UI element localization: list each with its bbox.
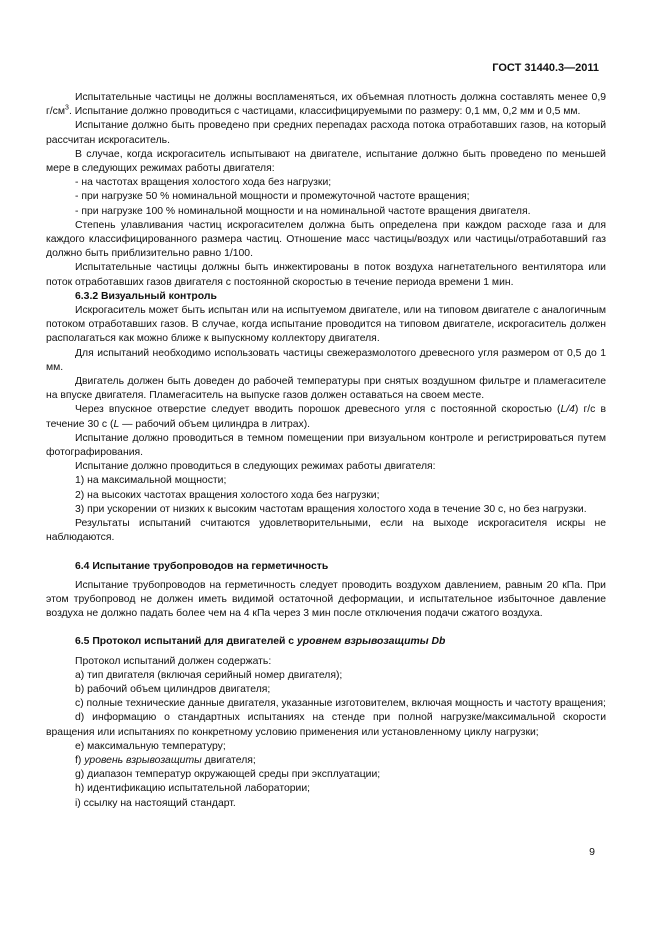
paragraph: Искрогаситель может быть испытан или на испытуемом двигателе, или на типовом двигателе с аналогичным потоком отработавших газов. В случае, когда испытание проводится на типовом двигателе, искрогаситель должен располагаться как можно ближе к выпускному коллектору двигателя. bbox=[46, 305, 606, 345]
paragraph: В случае, когда искрогаситель испытывают на двигателе, испытание должно быть проведено по меньшей мере в следующих режимах работы двигателя: bbox=[46, 148, 606, 175]
list-item: a) тип двигателя (включая серийный номер двигателя); bbox=[75, 669, 343, 681]
list-item: 2) на высоких частотах вращения холостого хода без нагрузки; bbox=[75, 489, 380, 501]
list-item: c) полные технические данные двигателя, указанные изготовителем, включая мощность и частоту вращения; bbox=[75, 698, 606, 710]
list-item: e) максимальную температуру; bbox=[75, 740, 226, 752]
paragraph: Испытательные частицы должны быть инжектированы в поток воздуха нагнетательного вентилятора или поток отработавших газов двигателя с постоянной скоростью в течение периода времени 1 мин. bbox=[46, 262, 606, 288]
list-item: - при нагрузке 100 % номинальной мощности и на номинальной частоте вращения двигателя. bbox=[75, 205, 531, 217]
list-item: 1) на максимальной мощности; bbox=[75, 475, 227, 487]
section-heading-6-4: 6.4 Испытание трубопроводов на герметичность bbox=[75, 560, 329, 572]
list-item: f) уровень взрывозащиты двигателя; bbox=[75, 754, 256, 766]
document-code: ГОСТ 31440.3—2011 bbox=[492, 62, 599, 74]
paragraph: Протокол испытаний должен содержать: bbox=[75, 655, 272, 667]
list-item: i) ссылку на настоящий стандарт. bbox=[75, 797, 236, 809]
paragraph: Для испытаний необходимо использовать частицы свежеразмолотого древесного угля размером от 0,5 до 1 мм. bbox=[46, 347, 606, 373]
list-item: b) рабочий объем цилиндров двигателя; bbox=[75, 683, 271, 695]
list-item: 3) при ускорении от низких к высоким частотам вращения холостого хода в течение 30 с, но без нагрузки. bbox=[75, 503, 587, 515]
paragraph: Испытательные частицы не должны воспламеняться, их объемная плотность должна составлять менее 0,9 $г/см^3$. Испытание должно проводиться с частицами, классифицируемыми по размеру: 0,1 мм, 0,2 мм и 0,5 мм. bbox=[46, 92, 606, 118]
paragraph: Через впускное отверстие следует вводить порошок древесного угля с постоянной скоростью (L/4) г/с в течение 30 с (L — рабочий объем цилиндра в литрах). bbox=[46, 404, 606, 430]
paragraph: Испытание должно быть проведено при средних перепадах расхода потока отработавших газов, на который рассчитан искрогаситель. bbox=[46, 120, 606, 146]
paragraph: Испытание должно проводиться в темном помещении при визуальном контроле и регистрироваться путем фотографирования. bbox=[46, 432, 606, 459]
page-number: 9 bbox=[589, 846, 595, 858]
section-heading-6-5: 6.5 Протокол испытаний для двигателей с уровнем взрывозащиты Db bbox=[75, 636, 446, 648]
list-item: d) информацию о стандартных испытаниях на стенде при полной нагрузке/максимальной скорости вращения или испытаниях по конкретному условию применения или установленному циклу нагрузки; bbox=[46, 712, 606, 738]
paragraph: Степень улавливания частиц искрогасителем должна быть определена при каждом расходе газа и для каждого классифицированного размера частиц. Отношение масс частицы/воздух или частицы/отработавший газ должно быть приблизительно равно 1/100. bbox=[46, 219, 606, 260]
paragraph: Испытание должно проводиться в следующих режимах работы двигателя: bbox=[75, 461, 436, 473]
paragraph: Испытание трубопроводов на герметичность следует проводить воздухом давлением, равным 20 кПа. При этом трубопровод не должен иметь видимой остаточной деформации, и испытательное избыточное давление воздуха не должно падать более чем на 4 кПа через 3 мин после отключения подачи сжатого воздуха. bbox=[46, 579, 606, 620]
list-item: g) диапазон температур окружающей среды при эксплуатации; bbox=[75, 769, 381, 781]
list-item: - на частотах вращения холостого хода без нагрузки; bbox=[75, 177, 332, 189]
list-item: h) идентификацию испытательной лаборатории; bbox=[75, 783, 311, 795]
paragraph: Результаты испытаний считаются удовлетворительными, если на выходе искрогасителя искры не наблюдаются. bbox=[46, 518, 606, 544]
section-heading-6-3-2: 6.3.2 Визуальный контроль bbox=[75, 290, 217, 302]
page-body bbox=[46, 91, 606, 811]
paragraph: Двигатель должен быть доведен до рабочей температуры при снятых воздушном фильтре и пламегасителе на впуске двигателя. Пламегаситель на выпуске газов должен оставаться на своем месте. bbox=[46, 376, 606, 402]
list-item: - при нагрузке 50 % номинальной мощности и промежуточной частоте вращения; bbox=[75, 191, 470, 203]
